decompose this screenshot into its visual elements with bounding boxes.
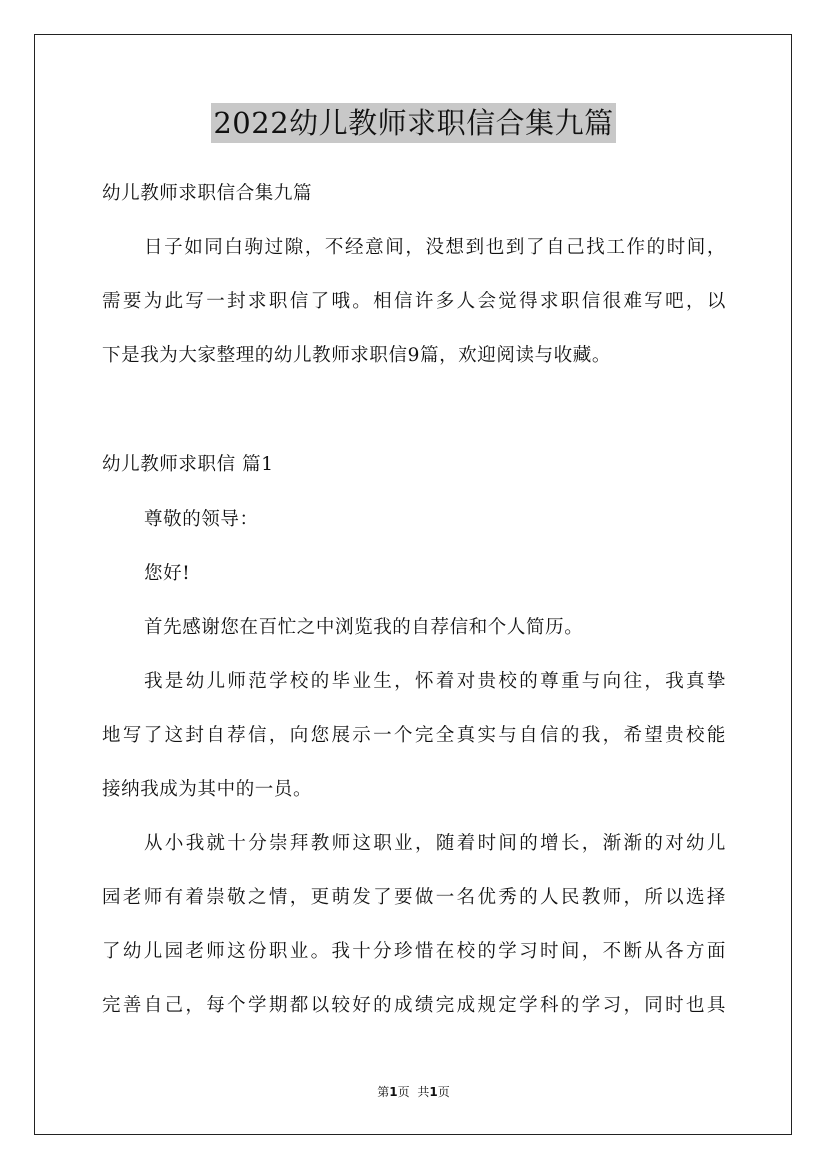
footer-page-number: 1 [389,1085,398,1099]
salutation: 尊敬的领导： [144,509,259,530]
paragraph-3-line-2: 园老师有着崇敬之情，更萌发了要做一名优秀的人民教师，所以选择 [102,887,726,908]
intro-line-2: 需要为此写一封求职信了哦。相信许多人会觉得求职信很难写吧，以 [102,291,726,312]
footer-total-prefix: 共 [417,1085,430,1099]
paragraph-3-line-4: 完善自己，每个学期都以较好的成绩完成规定学科的学习，同时也具 [102,995,726,1016]
document-subtitle: 幼儿教师求职信合集九篇 [102,183,313,204]
paragraph-2-line-1: 我是幼儿师范学校的毕业生，怀着对贵校的尊重与向往，我真挚 [144,671,726,692]
document-title: 2022幼儿教师求职信合集九篇 [211,103,615,143]
greeting: 您好! [144,563,191,584]
paragraph-3-line-1: 从小我就十分崇拜教师这职业，随着时间的增长，渐渐的对幼儿 [144,833,726,854]
title-container [0,103,827,143]
paragraph-1: 首先感谢您在百忙之中浏览我的自荐信和个人简历。 [144,617,584,638]
paragraph-3-line-3: 了幼儿园老师这份职业。我十分珍惜在校的学习时间，不断从各方面 [102,941,726,962]
footer-page-prefix: 第 [377,1085,390,1099]
section-heading: 幼儿教师求职信 篇1 [102,454,274,475]
footer-page-suffix: 页 [397,1085,410,1099]
intro-line-1: 日子如同白驹过隙，不经意间，没想到也到了自己找工作的时间， [144,237,726,258]
page-footer [0,1084,827,1100]
intro-line-3: 下是我为大家整理的幼儿教师求职信9篇，欢迎阅读与收藏。 [102,345,611,366]
paragraph-2-line-3: 接纳我成为其中的一员。 [102,779,313,800]
footer-total-pages: 1 [429,1085,438,1099]
footer-total-suffix: 页 [437,1085,450,1099]
paragraph-2-line-2: 地写了这封自荐信，向您展示一个完全真实与自信的我，希望贵校能 [102,725,726,746]
